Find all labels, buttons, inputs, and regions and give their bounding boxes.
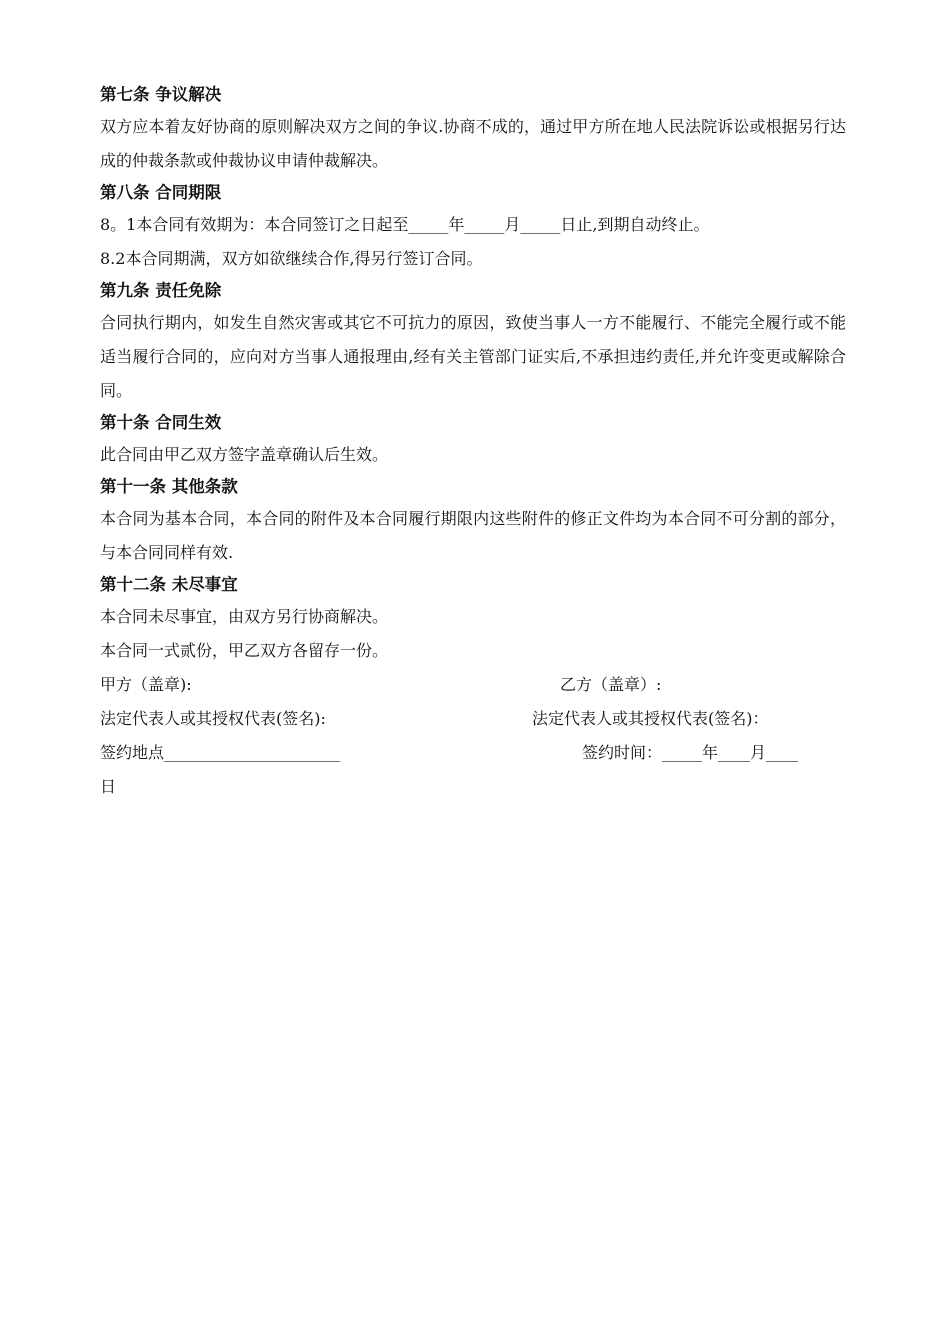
- section-heading: 第七条 争议解决: [100, 85, 222, 104]
- clause-copies: 本合同一式贰份，甲乙双方各留存一份。: [100, 641, 389, 660]
- party-b-representative: 法定代表人或其授权代表(签名)：: [532, 709, 769, 728]
- signing-day-row: [100, 770, 846, 804]
- section-body: 双方应本着友好协商的原则解决双方之间的争议.协商不成的，通过甲方所在地人民法院诉讼或根据另行达成的仲裁条款或仲裁协议申请仲裁解决。: [100, 117, 846, 170]
- section-body: 本合同为基本合同，本合同的附件及本合同履行期限内这些附件的修正文件均为本合同不可分割的部分，与本合同同样有效.: [100, 509, 846, 562]
- section-heading: 第九条 责任免除: [100, 281, 222, 300]
- section-contract-effective: [100, 408, 846, 472]
- section-heading: 第十条 合同生效: [100, 413, 222, 432]
- signing-time: 签约时间：_____年____月____: [582, 743, 799, 762]
- section-heading: 第八条 合同期限: [100, 183, 222, 202]
- contract-page: [100, 80, 846, 804]
- section-other-terms: [100, 472, 846, 570]
- section-body: 合同执行期内，如发生自然灾害或其它不可抗力的原因，致使当事人一方不能履行、不能完全履行或不能适当履行合同的，应向对方当事人通报理由,经有关主管部门证实后,不承担违约责任,并允许变更或解除合同。: [100, 313, 846, 400]
- party-a-seal: 甲方（盖章):: [100, 675, 192, 694]
- signing-place: 签约地点______________________: [100, 743, 341, 762]
- representative-row: [100, 702, 846, 736]
- party-a-representative: 法定代表人或其授权代表(签名):: [100, 709, 326, 728]
- signing-day: 日: [100, 777, 117, 796]
- section-body: 此合同由甲乙双方签字盖章确认后生效。: [100, 445, 389, 464]
- signature-block: [100, 668, 846, 804]
- section-heading: 第十二条 未尽事宜: [100, 575, 238, 594]
- seal-row: [100, 668, 846, 702]
- clause-8-1: 8。1本合同有效期为：本合同签订之日起至_____年_____月_____日止,到期自动终止。: [100, 215, 710, 234]
- section-contract-term: [100, 178, 846, 276]
- party-b-seal: 乙方（盖章）:: [560, 675, 662, 694]
- section-heading: 第十一条 其他条款: [100, 477, 238, 496]
- section-liability-exemption: [100, 276, 846, 408]
- clause-unresolved: 本合同未尽事宜，由双方另行协商解决。: [100, 607, 389, 626]
- clause-8-2: 8.2本合同期满，双方如欲继续合作,得另行签订合同。: [100, 249, 483, 268]
- section-dispute-resolution: [100, 80, 846, 178]
- place-time-row: [100, 736, 846, 770]
- section-unresolved-matters: [100, 570, 846, 668]
